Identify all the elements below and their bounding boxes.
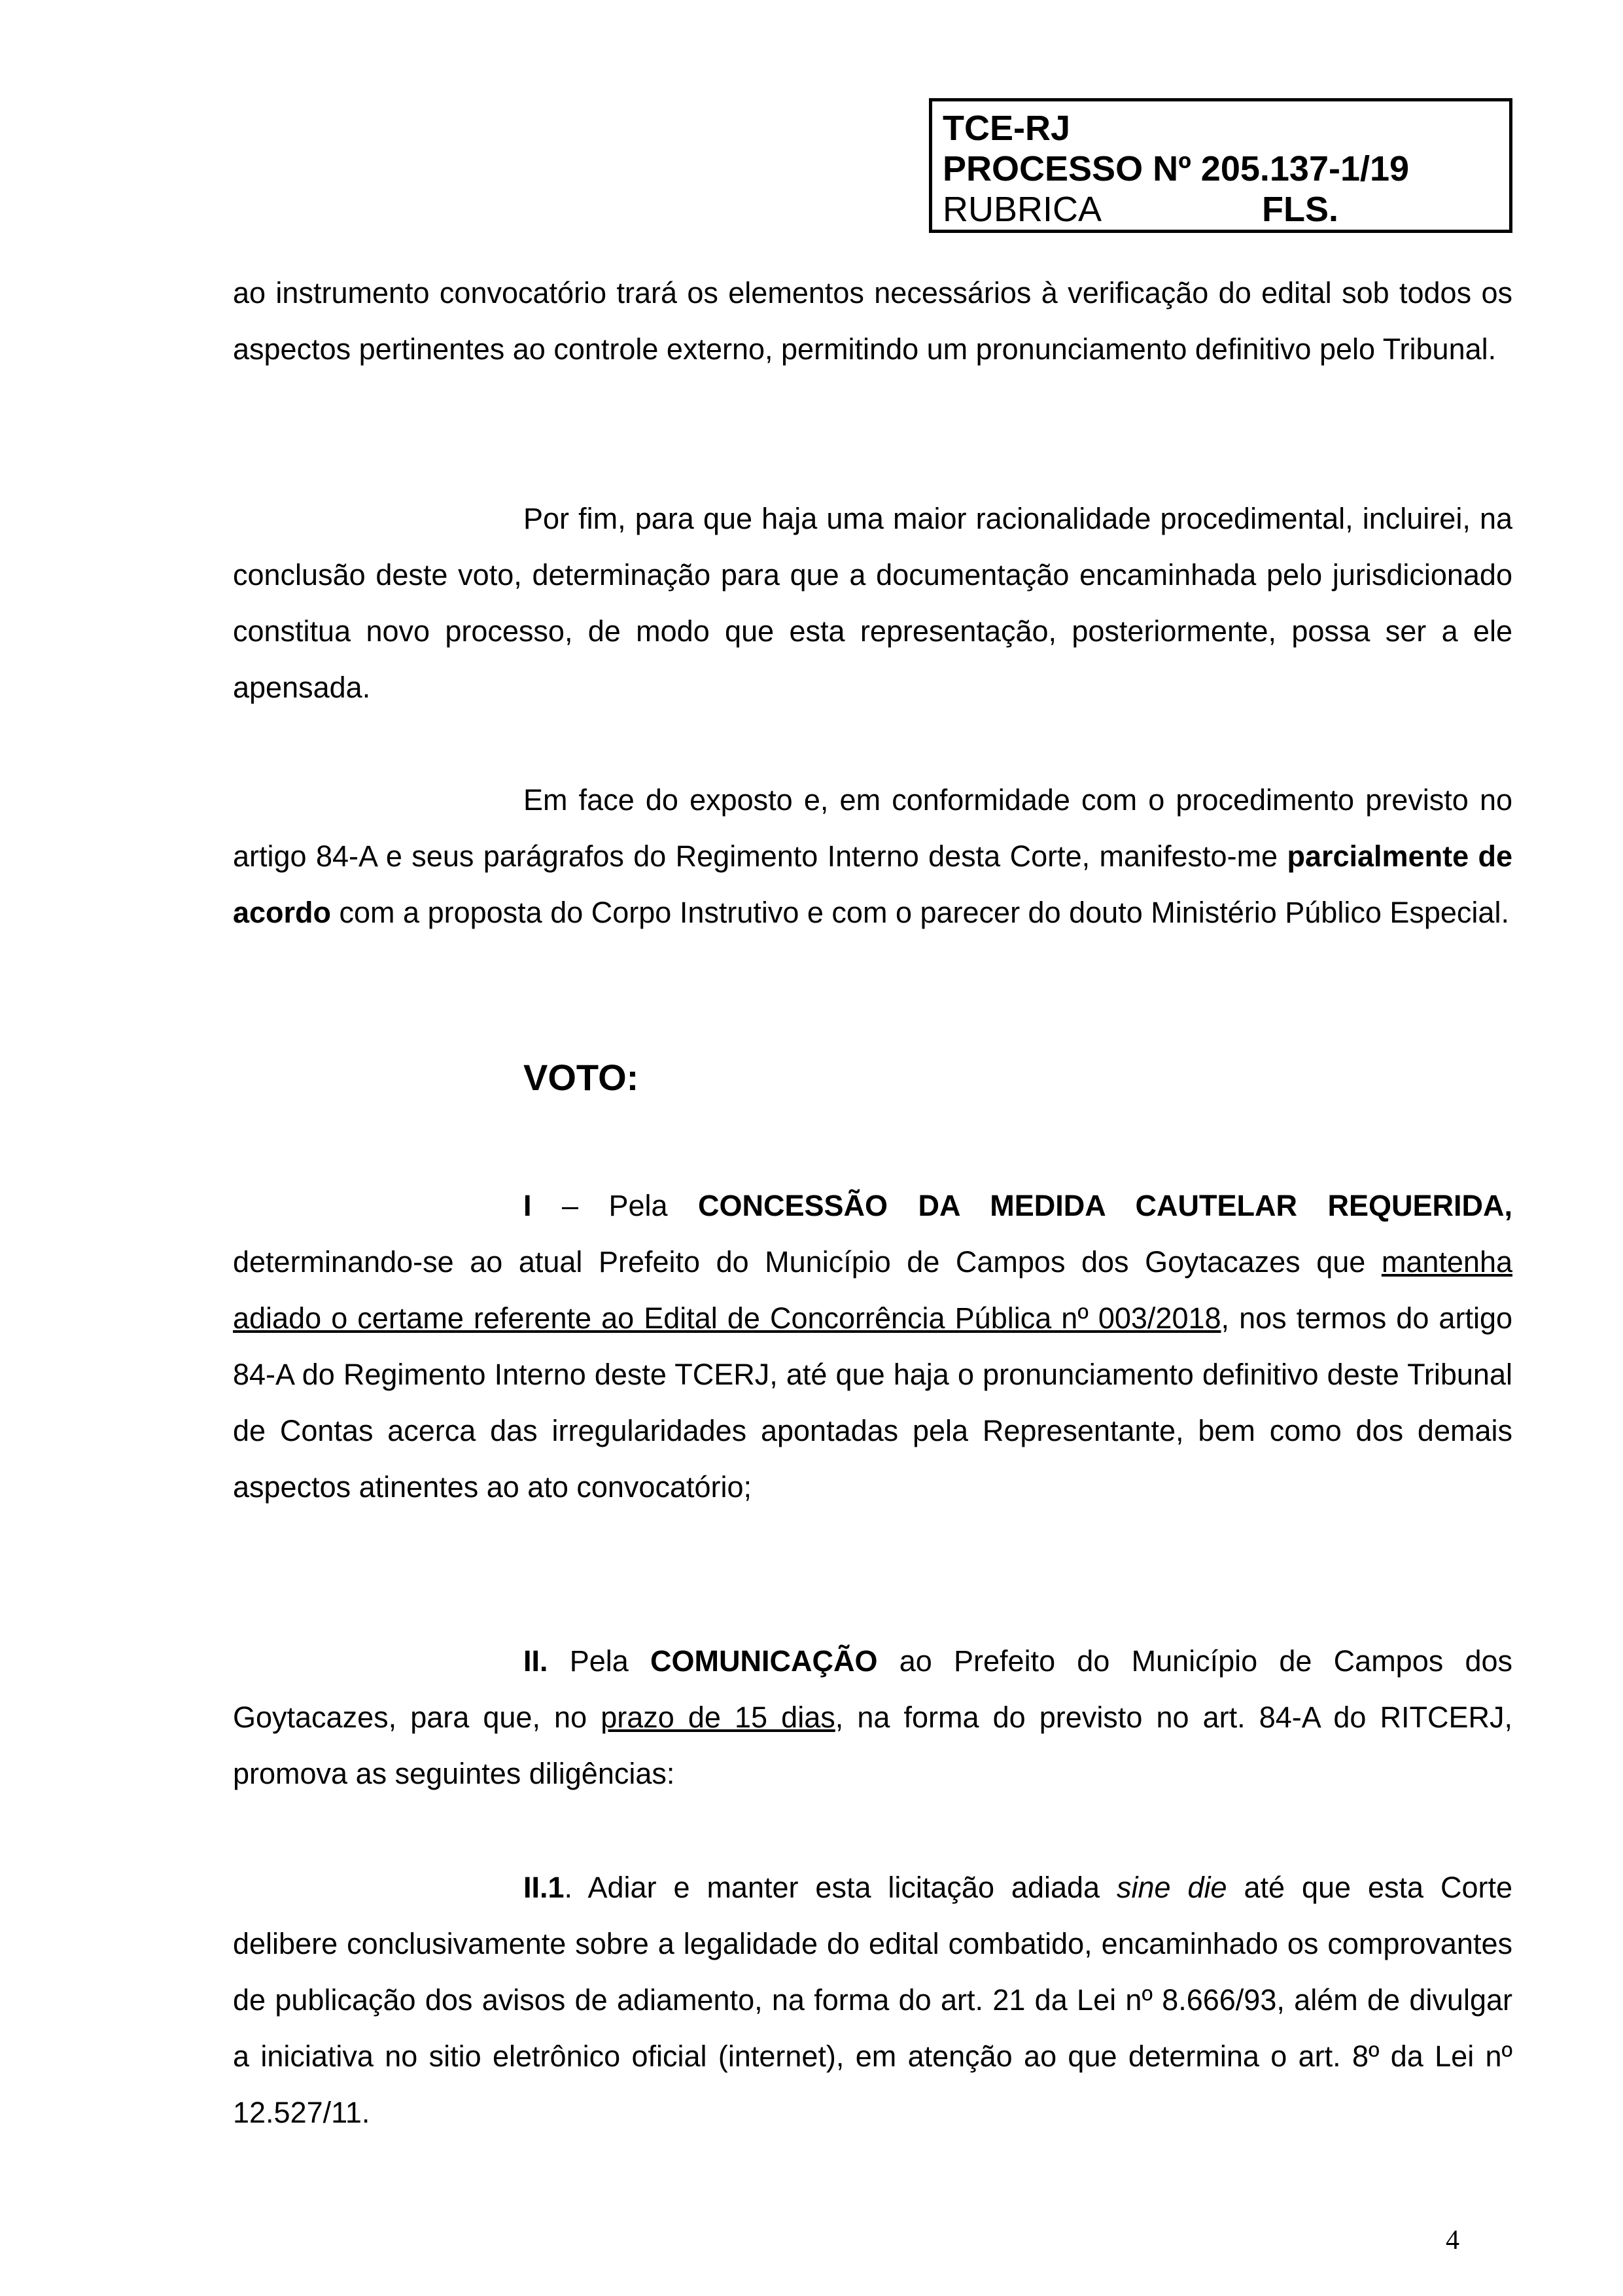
paragraph-conclusion (233, 772, 1512, 941)
stamp-court: TCE-RJ (943, 109, 1071, 148)
paragraph-continuation: ao instrumento convocatório trará os elementos necessários à verificação do edital sob todos os aspectos pertinentes ao controle externo, permitindo um pronunciamento definitivo pelo Tribunal. (233, 276, 1512, 366)
paragraph-final-rationality-text: Por fim, para que haja uma maior racionalidade procedimental, incluirei, na conclusão deste voto, determinação para que a documentação encaminhada pelo jurisdicionado constitua novo processo, de modo que esta representação, posteriormente, possa ser a ele apensada. (233, 502, 1512, 704)
item-ii-1-text-d: até que esta Corte delibere conclusivamente sobre a legalidade do edital combatido, encaminhado os comprovantes de publicação dos avisos de adiamento, na forma do art. 21 da Lei nº 8.666/93, além de divulgar a iniciativa no sitio eletrônico oficial (internet), em atenção ao que determina o art. 8º da Lei nº 12.527/11. (233, 1871, 1513, 2129)
item-i-text-d: determinando-se ao atual Prefeito do Município de Campos dos Goytacazes que (233, 1245, 1382, 1279)
stamp-process-number: PROCESSO Nº 205.137-1/19 (943, 149, 1410, 188)
item-ii-number: II. (523, 1644, 548, 1678)
stamp-fls: FLS. (1262, 190, 1339, 229)
item-ii-1-text-b: . Adiar e manter esta licitação adiada (564, 1871, 1117, 1904)
item-ii-1-number: II.1 (523, 1871, 565, 1904)
item-ii-underlined: prazo de 15 dias (601, 1701, 835, 1734)
item-ii-text-f: , na forma do previsto no art. 84-A do RITCERJ, promova as seguintes diligências: (233, 1701, 1513, 1790)
item-ii-1 (233, 1860, 1512, 2141)
item-ii-text-b: Pela (548, 1644, 651, 1678)
process-stamp-box (929, 98, 1512, 233)
item-ii-text-d: ao Prefeito do Município de Campos dos Goytacazes, para que, no (233, 1644, 1513, 1734)
item-i-bold: CONCESSÃO DA MEDIDA CAUTELAR REQUERIDA, (697, 1189, 1512, 1222)
item-i-number: I (523, 1189, 532, 1222)
paragraph-conclusion-bold: parcialmente de acordo (233, 839, 1512, 929)
paragraph-final-rationality (233, 491, 1512, 716)
item-i-text-b: – Pela (531, 1189, 698, 1222)
paragraph-conclusion-text-a: Em face do exposto e, em conformidade com o procedimento previsto no artigo 84-A e seus parágrafos do Regimento Interno desta Corte, manifesto-me (233, 783, 1512, 873)
item-ii-bold: COMUNICAÇÃO (650, 1644, 878, 1678)
item-i-underlined: mantenha adiado o certame referente ao Edital de Concorrência Pública nº 003/2018 (233, 1245, 1512, 1335)
item-ii (233, 1633, 1512, 1802)
item-i (233, 1178, 1512, 1515)
stamp-rubrica-row (943, 189, 1509, 230)
item-ii-1-italic: sine die (1117, 1871, 1227, 1904)
paragraph-conclusion-text-c: com a proposta do Corpo Instrutivo e com o parecer do douto Ministério Público Especial. (331, 896, 1509, 929)
page-number: 4 (1446, 2225, 1459, 2255)
section-heading-voto: VOTO: (523, 1057, 639, 1098)
item-i-text-f: , nos termos do artigo 84-A do Regimento Interno deste TCERJ, até que haja o pronunciamento definitivo deste Tribunal de Contas acerca das irregularidades apontadas pela Representante, bem como dos demais aspectos atinentes ao ato convocatório; (233, 1301, 1512, 1504)
stamp-rubrica: RUBRICA (943, 190, 1102, 229)
